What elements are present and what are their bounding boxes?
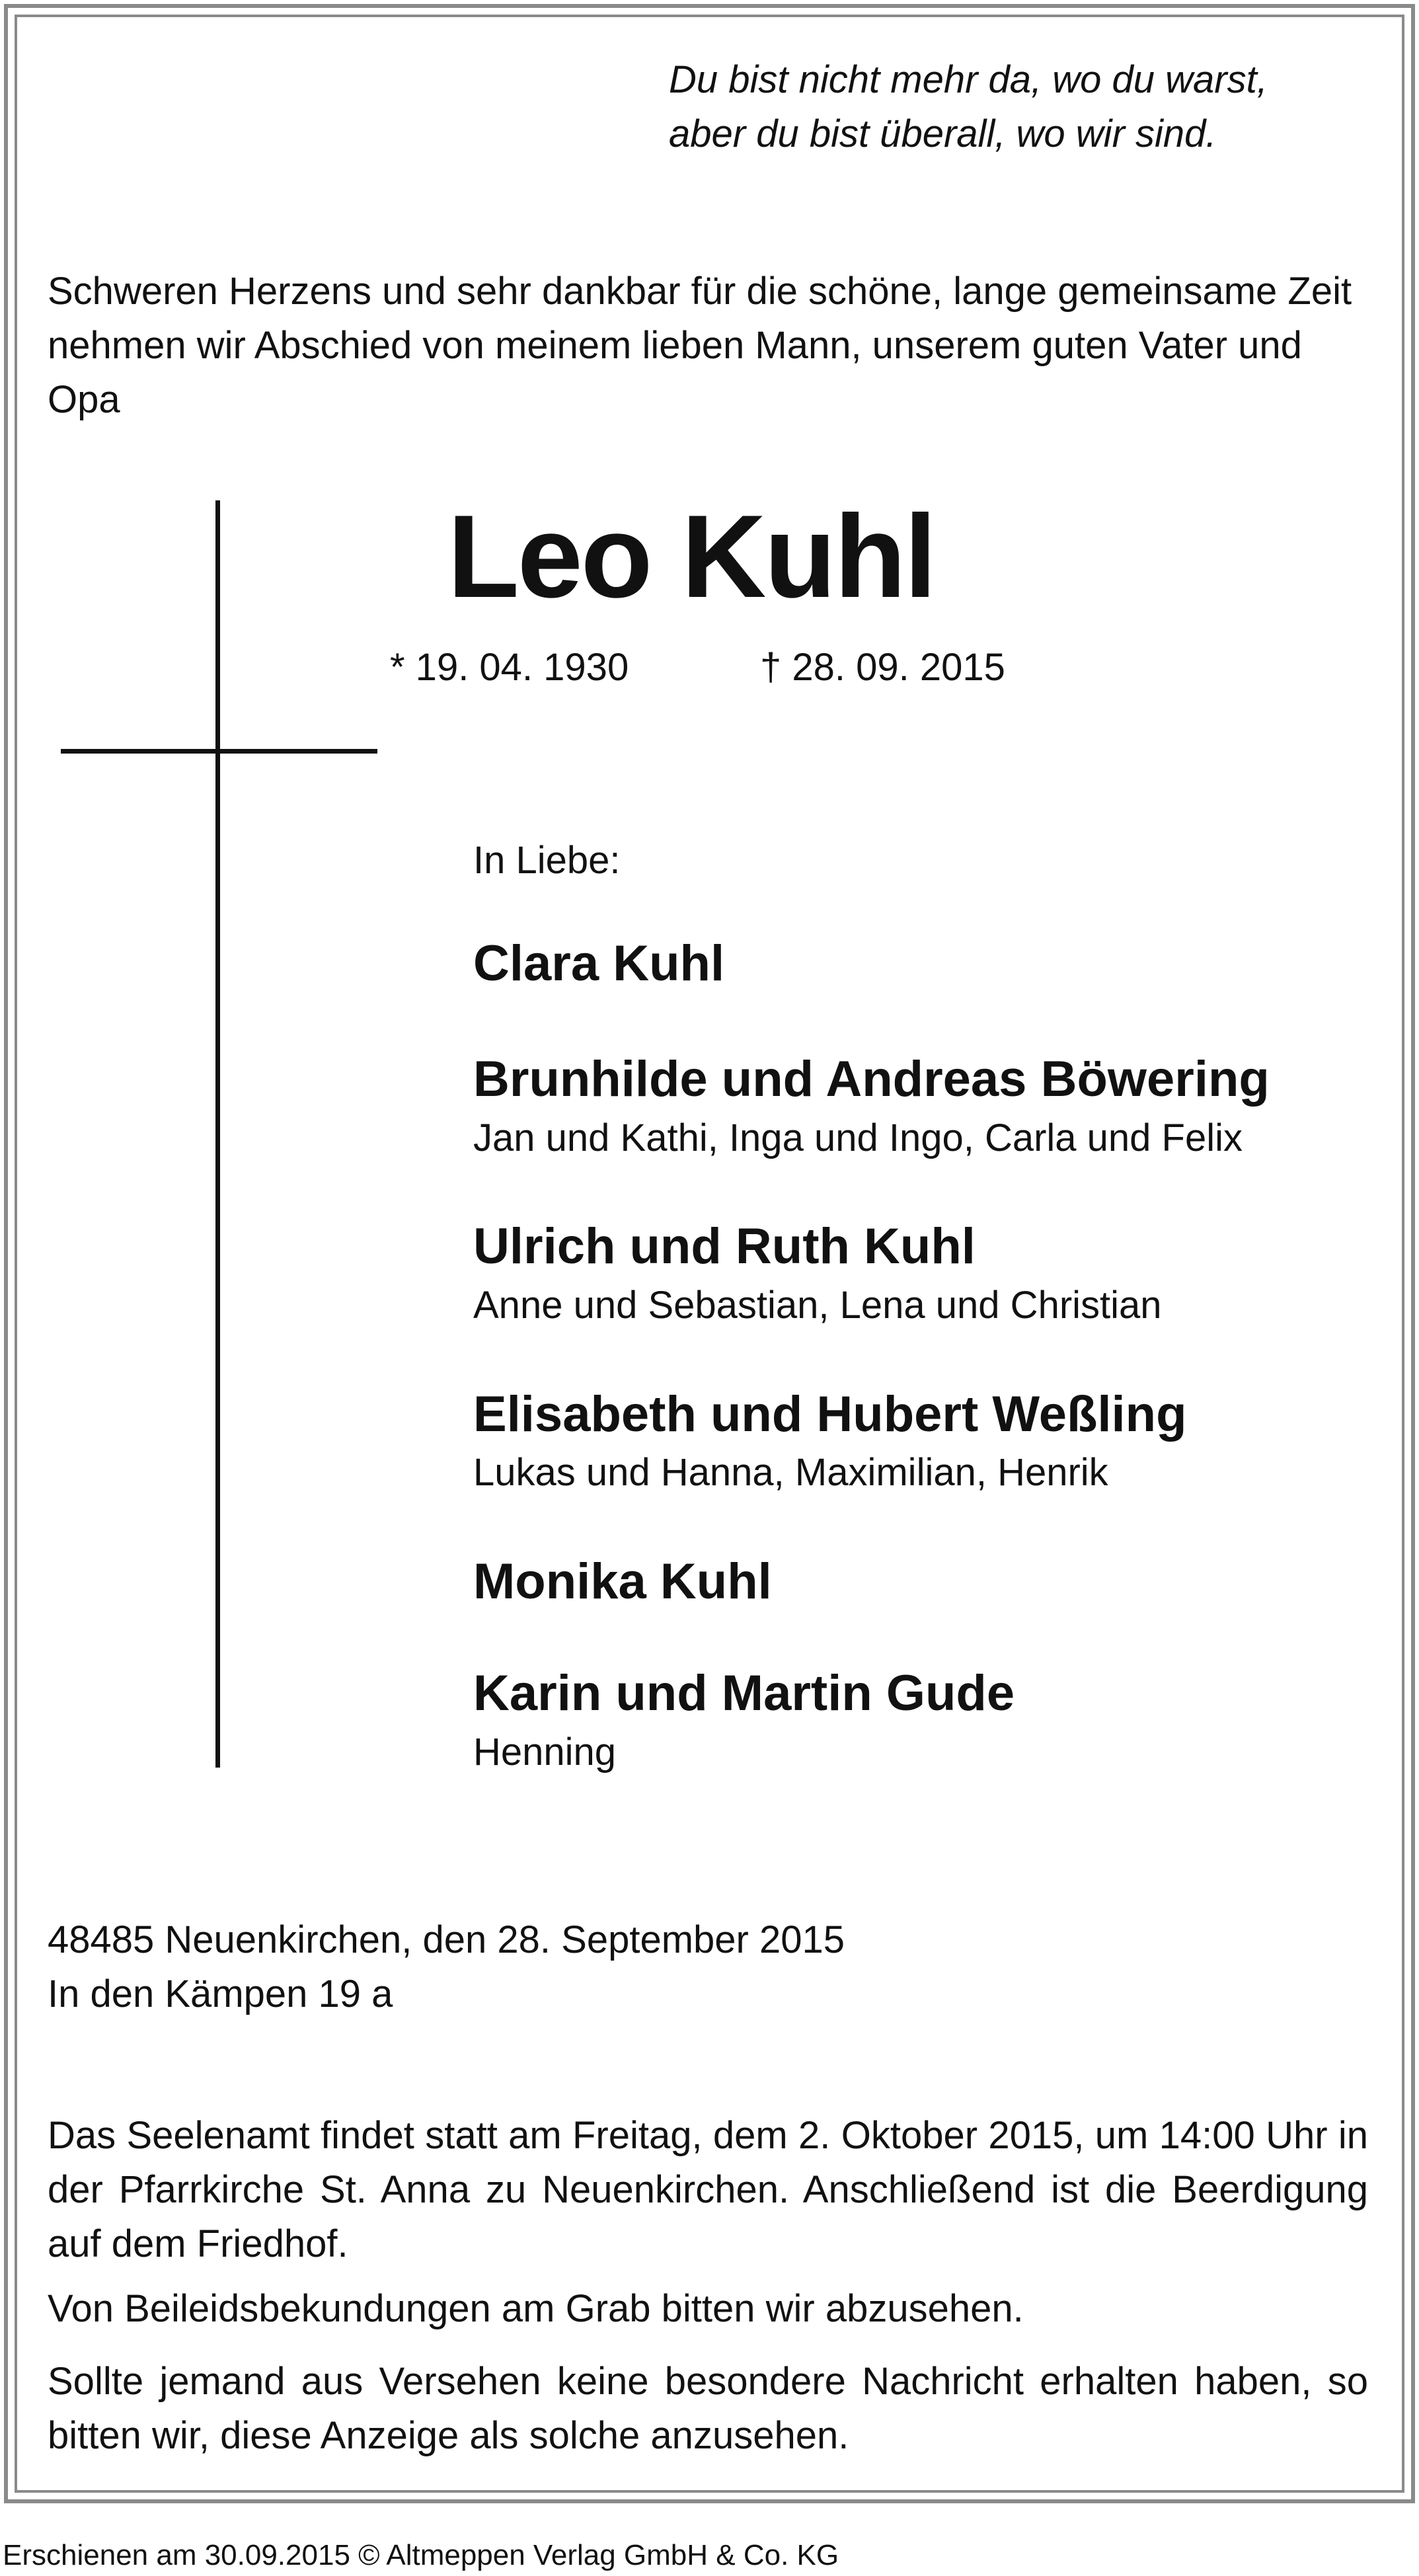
family-name: Brunhilde und Andreas Böwering — [473, 1051, 1270, 1107]
family-children: Henning — [473, 1731, 617, 1774]
family-name: Clara Kuhl — [473, 935, 725, 992]
family-name: Elisabeth und Hubert Weßling — [473, 1386, 1187, 1442]
publication-footer: Erschienen am 30.09.2015 © Altmeppen Verlag GmbH & Co. KG — [3, 2539, 839, 2571]
death-date: † 28. 09. 2015 — [760, 646, 1005, 689]
address: In den Kämpen 19 a — [48, 1972, 393, 2015]
mourners-heading: In Liebe: — [473, 839, 621, 882]
no-notice-paragraph: Sollte jemand aus Versehen keine besondere Nachricht erhalten haben, so bitten wir, diese Anzeige als solche anzusehen. — [48, 2360, 1368, 2457]
family-name: Monika Kuhl — [473, 1553, 772, 1610]
family-name: Karin und Martin Gude — [473, 1665, 1015, 1721]
condolence-notice: Von Beileidsbekundungen am Grab bitten wir abzusehen. — [48, 2287, 1024, 2330]
service-notice: Das Seelenamt findet statt am Freitag, dem 2. Oktober 2015, um 14:00 Uhr in der Pfarrkirche St. Anna zu Neuenkirchen. Anschließend ist die Beerdigung auf dem Friedhof. — [48, 2114, 1368, 2265]
family-name: Ulrich und Ruth Kuhl — [473, 1218, 976, 1274]
family-children: Jan und Kathi, Inga und Ingo, Carla und Felix — [473, 1116, 1243, 1159]
motto-line-2: aber du bist überall, wo wir sind. — [669, 112, 1217, 155]
cross-horizontal-bar — [61, 749, 377, 754]
place-and-date: 48485 Neuenkirchen, den 28. September 2015 — [48, 1918, 845, 1961]
family-children: Anne und Sebastian, Lena und Christian — [473, 1284, 1162, 1327]
intro-text: Schweren Herzens und sehr dankbar für die schöne, lange gemeinsame Zeit nehmen wir Abschied von meinem lieben Mann, unserem guten Vater und Opa — [48, 270, 1352, 421]
deceased-name: Leo Kuhl — [447, 490, 935, 622]
family-children: Lukas und Hanna, Maximilian, Henrik — [473, 1451, 1108, 1494]
cross-vertical-bar — [215, 500, 220, 1768]
motto-line-1: Du bist nicht mehr da, wo du warst, — [669, 58, 1268, 101]
birth-date: * 19. 04. 1930 — [390, 646, 629, 689]
